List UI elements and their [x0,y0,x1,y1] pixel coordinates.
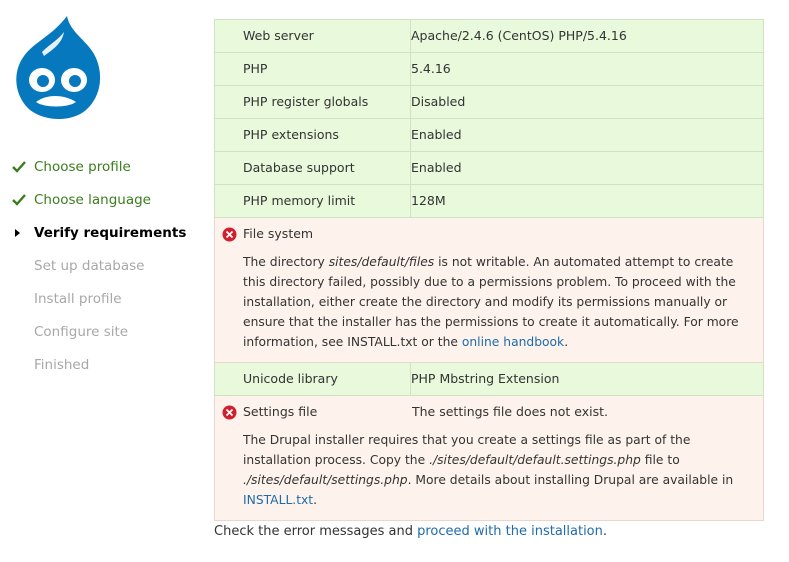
description-text: The Drupal installer requires that you create a settings file as part of the installation process. Copy the [243,433,691,467]
requirement-value: The settings file does not exist. [412,404,608,419]
requirement-description [215,428,763,520]
requirement-row-web-server [215,20,764,53]
requirement-error-cell [215,218,764,363]
step-verify-requirements [12,216,202,249]
step-label: Choose profile [34,158,131,175]
requirement-header [215,396,763,428]
requirement-title: PHP register globals [215,86,411,119]
online-handbook-link[interactable]: online handbook [461,335,565,349]
footer-text: Check the error messages and [214,524,418,539]
description-text: file to [640,453,680,467]
requirement-title: Web server [215,20,411,53]
requirement-title: File system [243,226,314,241]
requirements-table [214,19,764,521]
triangle-right-icon [12,227,22,239]
footer-text: . [602,524,608,539]
requirement-value: PHP Mbstring Extension [411,363,764,396]
requirement-title: PHP extensions [215,119,411,152]
requirement-value: Apache/2.4.6 (CentOS) PHP/5.4.16 [411,20,764,53]
step-choose-profile [12,150,202,183]
step-label: Finished [34,356,90,373]
directory-path: sites/default/files [328,255,435,269]
requirement-row-register-globals [215,86,764,119]
description-text: is not writable. An automated attempt to create this directory failed, possibly due to a permissions problem. To proceed with the installation, either create the directory and modify its permissions manually or ensure that the installer has the permissions to create it automatically. For more information, see INSTALL.txt or the [243,255,739,349]
requirement-title: Unicode library [215,363,411,396]
drupal-logo [12,14,104,122]
error-x-icon [222,405,237,420]
requirement-value: 5.4.16 [411,53,764,86]
error-x-icon [222,227,237,242]
requirement-title-wrap [215,218,411,250]
step-choose-language [12,183,202,216]
step-set-up-database [12,249,202,282]
requirement-row-memory [215,185,764,218]
description-text: . [564,335,569,349]
install-txt-link[interactable]: INSTALL.txt [243,493,314,507]
step-label: Verify requirements [34,224,187,241]
step-configure-site [12,315,202,348]
requirement-title: Database support [215,152,411,185]
description-text: The directory [243,255,329,269]
requirement-row-file-system [215,218,764,363]
step-finished [12,348,202,381]
source-file-path: ./sites/default/default.settings.php [429,453,641,467]
checkmark-icon [12,161,26,173]
install-steps [12,150,202,381]
step-label: Configure site [34,323,129,340]
requirement-description [215,250,763,362]
step-install-profile [12,282,202,315]
description-text: . [313,493,318,507]
requirement-title: PHP [215,53,411,86]
requirement-row-database [215,152,764,185]
step-label: Install profile [34,290,122,307]
target-file-path: ./sites/default/settings.php [243,473,408,487]
description-text: . More details about installing Drupal are available in [407,473,734,487]
footer-message [214,524,607,539]
requirement-title: PHP memory limit [215,185,411,218]
step-label: Choose language [34,191,151,208]
requirement-title: Settings file [243,404,318,419]
checkmark-icon [12,194,26,206]
requirement-row-extensions [215,119,764,152]
requirement-row-php [215,53,764,86]
requirement-value: 128M [411,185,764,218]
requirement-row-unicode [215,363,764,396]
requirement-value: Enabled [411,119,764,152]
requirement-title-wrap [215,396,412,428]
proceed-installation-link[interactable]: proceed with the installation [417,524,603,539]
step-label: Set up database [34,257,145,274]
requirement-value: Enabled [411,152,764,185]
requirement-row-settings-file [215,396,764,521]
requirement-error-cell [215,396,764,521]
requirements-report [214,19,764,521]
requirement-value: Disabled [411,86,764,119]
